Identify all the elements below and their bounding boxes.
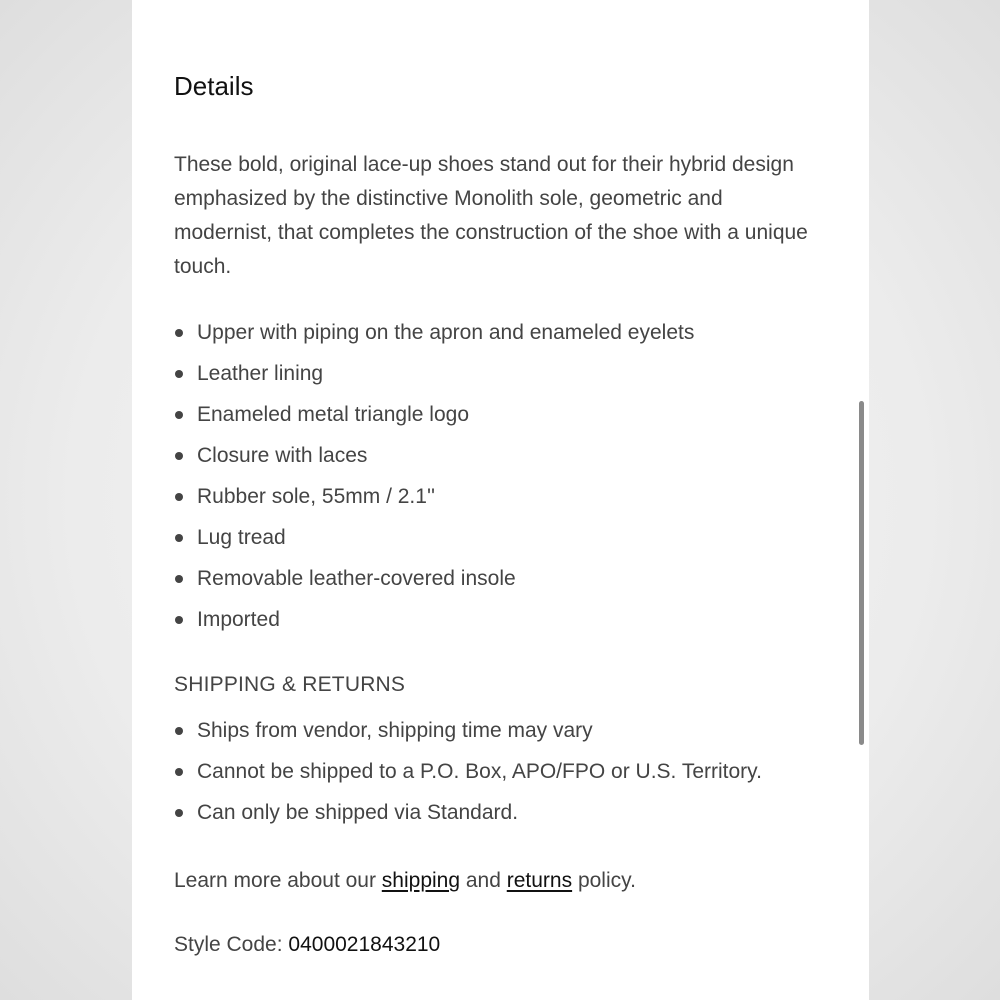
style-code-label: Style Code:: [174, 933, 289, 956]
shipping-policy-link[interactable]: shipping: [381, 869, 461, 892]
feature-item: Removable leather-covered insole: [174, 558, 694, 599]
shipping-item: Can only be shipped via Standard.: [174, 792, 762, 833]
feature-item: Upper with piping on the apron and enameled eyelets: [174, 312, 694, 353]
policy-note-prefix: Learn more about our: [174, 869, 382, 892]
vertical-scrollbar[interactable]: [859, 401, 864, 745]
feature-item: Rubber sole, 55mm / 2.1'': [174, 476, 694, 517]
feature-item: Imported: [174, 599, 694, 640]
shipping-list: [174, 710, 762, 833]
feature-item: Leather lining: [174, 353, 694, 394]
feature-item: Enameled metal triangle logo: [174, 394, 694, 435]
policy-note-suffix: policy.: [572, 869, 636, 892]
shipping-item: Cannot be shipped to a P.O. Box, APO/FPO or U.S. Territory.: [174, 751, 762, 792]
style-code-value: 0400021843210: [288, 933, 441, 956]
feature-item: Lug tread: [174, 517, 694, 558]
details-title: Details: [174, 71, 254, 101]
policy-note: [174, 864, 636, 898]
product-details-panel: [132, 0, 869, 1000]
feature-list: [174, 312, 694, 640]
shipping-item: Ships from vendor, shipping time may vary: [174, 710, 762, 751]
shipping-returns-heading: SHIPPING & RETURNS: [174, 673, 406, 696]
policy-note-and: and: [460, 869, 507, 892]
returns-policy-link[interactable]: returns: [506, 869, 573, 892]
style-code: [174, 928, 440, 962]
product-description: These bold, original lace-up shoes stand out for their hybrid design emphasized by the distinctive Monolith sole, geometric and modernist, that completes the construction of the shoe with a unique touch.: [174, 153, 808, 278]
feature-item: Closure with laces: [174, 435, 694, 476]
